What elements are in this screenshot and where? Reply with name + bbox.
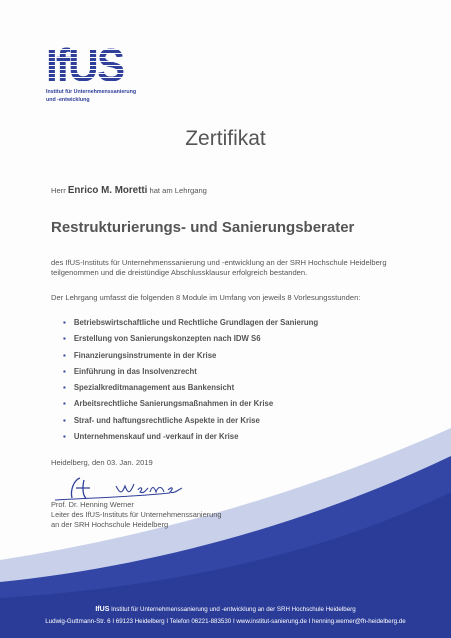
signer-affiliation: an der SRH Hochschule Heidelberg — [51, 520, 169, 529]
footer-institute: Institut für Unternehmenssanierung und -entwicklung an der SRH Hochschule Heidelberg — [111, 606, 356, 613]
footer-brand: IfUS — [95, 606, 110, 613]
logo-subtitle-line2: und -entwicklung — [46, 96, 90, 103]
footer-contact: Ludwig-Guttmann-Str. 6 I 69123 Heidelberg I Telefon 06221-883530 I www.institut-sanierung.de I henning.werner@fh-heidelberg.de — [45, 618, 406, 625]
module-item: ▪ Erstellung von Sanierungskonzepten nach IDW S6 — [63, 334, 318, 350]
module-item: ▪ Betriebswirtschaftliche und Rechtliche Grundlagen der Sanierung — [63, 318, 318, 334]
footer-line1 — [0, 604, 451, 616]
module-item: ▪ Straf- und haftungsrechtliche Aspekte in der Krise — [63, 416, 318, 432]
recipient-name: Enrico M. Moretti — [67, 185, 148, 196]
footer — [0, 604, 451, 628]
paragraph-line: teilgenommen und die dreistündige Abschlussklausur erfolgreich bestanden. — [51, 268, 308, 277]
module-item: ▪ Arbeitsrechtliche Sanierungsmaßnahmen in der Krise — [63, 399, 318, 415]
logo-wordmark: IfUS — [46, 42, 138, 88]
salutation: Herr — [51, 186, 66, 195]
logo-subtitle-line1: Institut für Unternehmenssanierung — [46, 89, 137, 95]
module-item: ▪ Unternehmenskauf und -verkauf in der Krise — [63, 432, 318, 448]
paragraph-line: des IfUS-Instituts für Unternehmenssanierung und -entwicklung an der SRH Hochschule Heidelberg — [51, 258, 387, 267]
module-item: ▪ Spezialkreditmanagement aus Bankensicht — [63, 383, 318, 399]
course-title: Restrukturierungs- und Sanierungsberater — [51, 219, 355, 236]
signer-name: Prof. Dr. Henning Werner — [51, 500, 134, 509]
module-item: ▪ Finanzierungsinstrumente in der Krise — [63, 351, 318, 367]
signature — [50, 476, 200, 502]
date-line: Heidelberg, den 03. Jan. 2019 — [51, 458, 153, 467]
certificate-title: Zertifikat — [185, 127, 266, 150]
signer-block — [51, 500, 221, 530]
modules-intro: Der Lehrgang umfasst die folgenden 8 Module im Umfang von jeweils 8 Vorlesungsstunden: — [51, 293, 361, 302]
signer-role: Leiter des IfUS-Instituts für Unternehmenssanierung — [51, 510, 222, 519]
module-item: ▪ Einführung in das Insolvenzrecht — [63, 367, 318, 383]
recipient-suffix: hat am Lehrgang — [149, 186, 207, 195]
